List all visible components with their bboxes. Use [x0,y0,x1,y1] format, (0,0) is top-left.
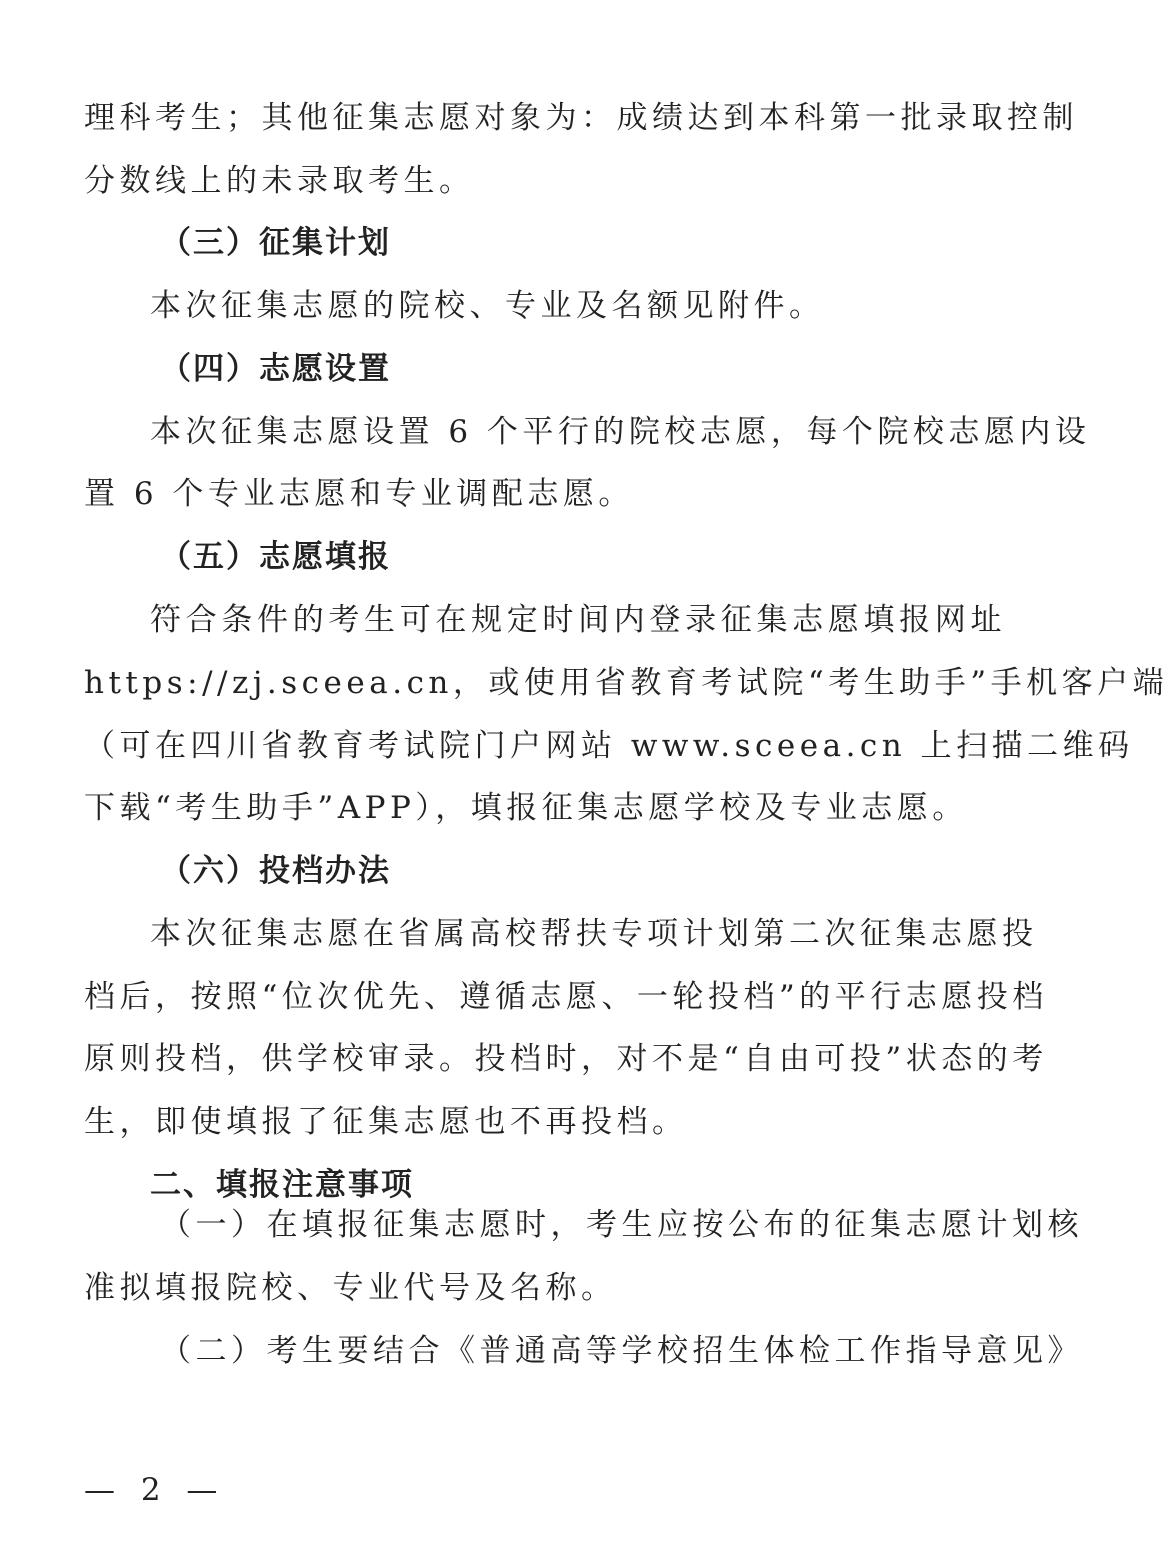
body-text-line: 准拟填报院校、专业代号及名称。 [84,1270,617,1306]
body-text-line: 置 6 个专业志愿和专业调配志愿。 [84,476,634,512]
page-number: — 2 — [84,1472,226,1508]
section-heading-4: （四）志愿设置 [160,351,391,387]
body-text-line-with-url: （可在四川省教育考试院门户网站 www.sceea.cn 上扫描二维码 [84,728,1134,764]
body-text-line: 本次征集志愿设置 6 个平行的院校志愿，每个院校志愿内设 [150,414,1091,450]
body-text-line: 本次征集志愿在省属高校帮扶专项计划第二次征集志愿投 [150,916,1038,952]
body-text-line: 本次征集志愿的院校、专业及名额见附件。 [150,288,825,324]
body-text-line: 下载“考生助手”APP），填报征集志愿学校及专业志愿。 [84,790,968,826]
body-text-line: 档后，按照“位次优先、遵循志愿、一轮投档”的平行志愿投档 [84,979,1048,1015]
section-heading-5: （五）志愿填报 [160,539,391,575]
body-text-line-with-url: https://zj.sceea.cn，或使用省教育考试院“考生助手”手机客户端 [84,665,1168,701]
body-text-line: 符合条件的考生可在规定时间内登录征集志愿填报网址 [150,602,1006,638]
body-text-line: 原则投档，供学校审录。投档时，对不是“自由可投”状态的考 [84,1041,1048,1077]
body-text-line: 理科考生；其他征集志愿对象为：成绩达到本科第一批录取控制 [84,100,1078,136]
section-heading-6: （六）投档办法 [160,853,391,889]
body-text-line: （一）在填报征集志愿时，考生应按公布的征集志愿计划核 [160,1207,1083,1243]
section-heading-2: 二、填报注意事项 [150,1167,414,1203]
body-text-line: （二）考生要结合《普通高等学校招生体检工作指导意见》 [160,1333,1083,1369]
section-heading-3: （三）征集计划 [160,225,391,261]
body-text-line: 生，即使填报了征集志愿也不再投档。 [84,1104,688,1140]
body-text-line: 分数线上的未录取考生。 [84,163,475,199]
